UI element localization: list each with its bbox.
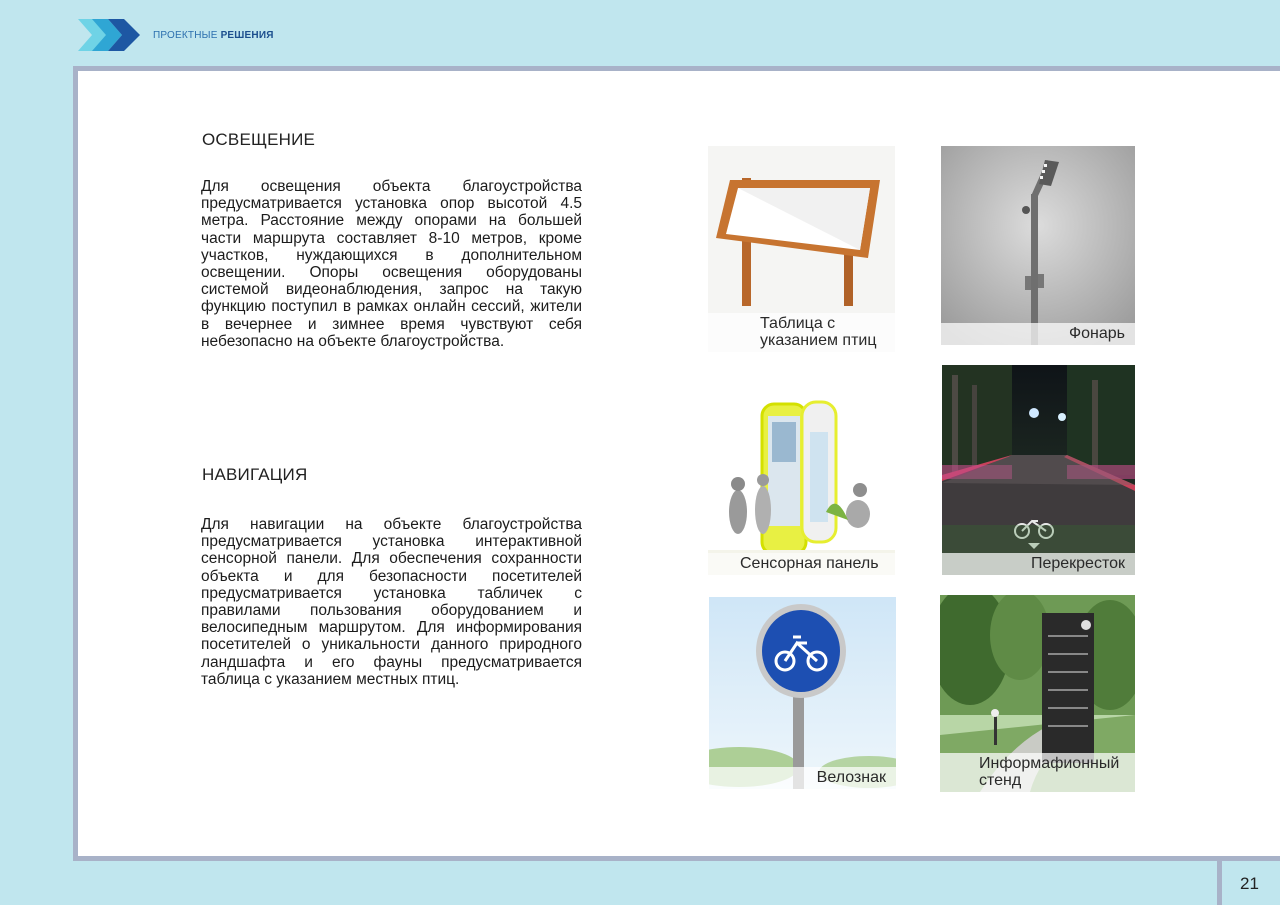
chevron-arrows-logo-icon (78, 19, 142, 51)
gallery-item-street-lamp (941, 146, 1135, 345)
street-lamp-image-icon (941, 146, 1135, 345)
gallery-item-bike-crossing (942, 365, 1135, 575)
section-text-lighting: Для освещения объекта благоустройства предусматривается установка опор высотой 4.5 метра. Расстояние между опорами на большей части маршрута составляет 8-10 метров, кроме участков, нуждающихся в дополнительном освещении. Опоры освещения оборудованы системой видеонаблюдения, запрос на такую функцию поступил в рамках онлайн сессий, жители в вечернее и зимнее время чувствуют себя небезопасно на объекте благоустройства. (201, 178, 582, 350)
gallery-caption: Велознак (709, 767, 896, 789)
gallery-caption: Перекресток (942, 553, 1135, 575)
gallery-caption: Фонарь (941, 323, 1135, 345)
touch-panel-image-icon (708, 392, 895, 575)
page-number: 21 (1240, 874, 1259, 893)
gallery-caption: Сенсорная панель (708, 553, 895, 575)
bike-path-crossing-image-icon (942, 365, 1135, 575)
brand-part1: ПРОЕКТНЫЕ (153, 30, 218, 41)
gallery-item-touch-panel (708, 392, 895, 575)
section-text-navigation: Для навигации на объекте благоустройства предусматривается установка интерактивной сенсорной панели. Для обеспечения сохранности объекта и для безопасности посетителей предусматривается установка табличек с правилами пользования оборудованием и велосипедным маршрутом. Для информирования посетителей о уникальности данного природного ландшафта и его фауны предусматривается таблица с указанием местных птиц. (201, 516, 582, 688)
section-title-lighting: ОСВЕЩЕНИЕ (202, 130, 316, 149)
brand-part2: РЕШЕНИЯ (220, 30, 274, 41)
gallery-caption: Информафионный стенд (940, 753, 1135, 792)
gallery-item-bird-board (708, 146, 895, 352)
section-title-navigation: НАВИГАЦИЯ (202, 465, 308, 484)
brand-name (153, 30, 274, 41)
gallery-caption: Таблица с указанием птиц (708, 313, 895, 352)
bicycle-sign-image-icon (709, 597, 896, 789)
gallery-item-bicycle-sign (709, 597, 896, 789)
gallery-item-info-stand (940, 595, 1135, 792)
